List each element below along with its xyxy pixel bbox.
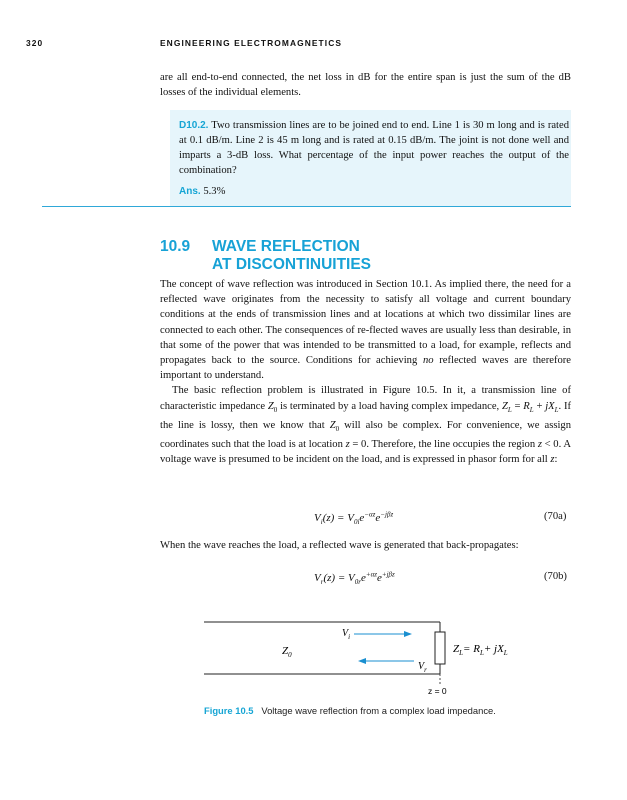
- equation-70a-text: $V_i(z) = V_{0i}e^{-\alpha z}e^{-j\beta z}$: [314, 510, 394, 526]
- section-title-line1: WAVE REFLECTION: [212, 238, 360, 255]
- z0-label: $Z_0$: [282, 645, 292, 659]
- drill-label: D10.2.: [179, 120, 209, 131]
- answer-label: Ans.: [179, 186, 201, 197]
- drill-text: [179, 118, 569, 178]
- vr-label: $V_r$: [418, 661, 427, 674]
- paragraph-1: The concept of wave reflection was introduced in Section 10.1. As implied there, the need for a reflected wave originates from the necessity to satisfy all voltage and current boundary conditions at the ends of transmission lines and at locations at which two dissimilar lines are connected to each other. The consequences of re-flected waves are usually less than desirable, in that some of the power that was intended to be transmitted to a load, for example, reflects and propagates back to the source. Conditions for achieving no reflected waves are therefore important to understand.: [160, 279, 572, 382]
- equation-70a: [314, 510, 393, 526]
- body-text: [160, 277, 571, 468]
- section-number: 10.9: [160, 238, 191, 255]
- equation-70b-text: $V_r(z) = V_{0r}e^{+\alpha z}e^{+j\beta z}$: [314, 570, 395, 586]
- vi-label: $V_i$: [342, 628, 351, 641]
- equation-70b-number: (70b): [544, 571, 567, 582]
- intro-paragraph: are all end-to-end connected, the net loss in dB for the entire span is just the sum of the dB losses of the individual elements.: [160, 72, 571, 99]
- between-text: When the wave reaches the load, a reflected wave is generated that back-propagates:: [160, 540, 519, 551]
- page-number: 320: [26, 38, 44, 48]
- equation-70a-number: (70a): [544, 511, 567, 522]
- section-title: [212, 238, 371, 274]
- running-title: ENGINEERING ELECTROMAGNETICS: [160, 38, 343, 48]
- figure-caption-label: Figure 10.5: [204, 705, 254, 716]
- drill-answer: [179, 186, 225, 197]
- answer-value: 5.3%: [203, 186, 226, 197]
- figure-10-5: [200, 612, 560, 702]
- section-title-line2: AT DISCONTINUITIES: [212, 256, 372, 273]
- paragraph-2: The basic reflection problem is illustrated in Figure 10.5. In it, a transmission line of characteristic impedance $Z_0$ is terminated by a load having complex impedance, $Z_L = R_L + jX_L$. If the line is lossy, then we know that $Z_0$ will also be complex. For convenience, we assign coordinates such that the load is at location z = 0. Therefore, the line occupies the region z < 0. A voltage wave is presumed to be incident on the load, and is expressed in phasor form for all z:: [160, 385, 572, 466]
- section-rule: [42, 206, 571, 207]
- zl-label: $Z_L= R_L+ jX_L$: [453, 643, 508, 657]
- drill-box: [170, 110, 571, 207]
- equation-70b: [314, 570, 395, 586]
- figure-caption: [204, 705, 504, 718]
- z-zero-label: z = 0: [428, 686, 447, 696]
- load-impedance-box: [435, 632, 445, 664]
- drill-body: Two transmission lines are to be joined end to end. Line 1 is 30 m long and is rated at 0.1 dB/m. Line 2 is 45 m long and is rated at 0.15 dB/m. The joint is not done well and imparts a 3-dB loss. What percentage of the input power reaches the output of the combination?: [179, 120, 569, 177]
- figure-caption-text: Voltage wave reflection from a complex load impedance.: [261, 705, 496, 716]
